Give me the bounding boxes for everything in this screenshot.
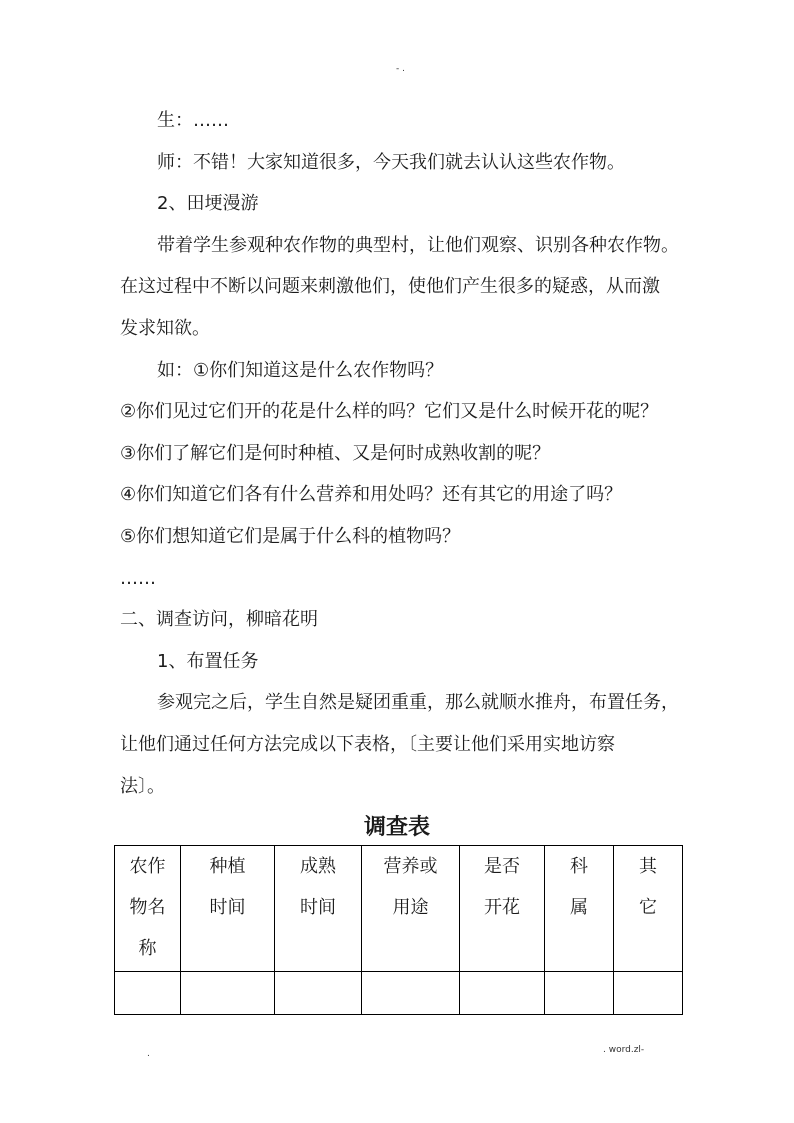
header-line: 成熟 (300, 856, 336, 877)
paragraph: 法〕。 (120, 775, 165, 797)
header-line: 称 (138, 938, 157, 959)
document-body (120, 100, 680, 807)
section-heading: 2、田埂漫游 (157, 193, 259, 215)
table-header-row (115, 846, 683, 972)
question-item: ⑤你们想知道它们是属于什么科的植物吗？ (120, 525, 461, 547)
table-row (115, 972, 683, 1015)
table-cell (115, 972, 181, 1015)
header-line: 科 (570, 856, 588, 877)
header-line: 时间 (300, 897, 336, 918)
paragraph: 让他们通过任何方法完成以下表格，〔主要让他们采用实地访察 (120, 733, 615, 755)
question-item: ②你们见过它们开的花是什么样的吗？它们又是什么时候开花的呢？ (120, 401, 659, 423)
section-heading: 二、调查访问，柳暗花明 (120, 609, 318, 631)
header-nutrition-use (362, 846, 460, 972)
header-line: 属 (570, 897, 588, 918)
header-crop-name (115, 846, 181, 972)
paragraph: 发求知欲。 (120, 317, 210, 339)
paragraph: 带着学生参观种农作物的典型村，让他们观察、识别各种农作物。 (157, 234, 679, 256)
ellipsis-line: …… (120, 567, 156, 589)
header-line: 农作 (129, 856, 166, 877)
table-cell (275, 972, 362, 1015)
header-line: 是否 (484, 856, 520, 877)
question-item: 如：①你们知道这是什么农作物吗？ (157, 359, 444, 381)
table-cell (614, 972, 683, 1015)
header-line: 其 (639, 856, 657, 877)
header-planting-time (181, 846, 275, 972)
page-header-mark: - . (396, 64, 405, 74)
table-cell (545, 972, 614, 1015)
table-cell (460, 972, 545, 1015)
paragraph: 生：…… (157, 110, 229, 131)
survey-table (114, 845, 683, 1015)
header-line: 种植 (209, 856, 246, 877)
header-flowering (460, 846, 545, 972)
page-footer-right: . word.zl- (603, 1045, 645, 1055)
paragraph: 在这过程中不断以问题来刺激他们，使他们产生很多的疑惑，从而激 (120, 276, 660, 298)
paragraph: 参观完之后，学生自然是疑团重重，那么就顺水推舟，布置任务， (157, 692, 679, 714)
paragraph: 师：不错！大家知道很多，今天我们就去认认这些农作物。 (157, 151, 625, 173)
header-other (614, 846, 683, 972)
question-item: ③你们了解它们是何时种植、又是何时成熟收割的呢？ (120, 442, 551, 464)
table-cell (362, 972, 460, 1015)
page-footer-left: . (147, 1049, 150, 1059)
header-line: 它 (639, 897, 657, 918)
header-line: 用途 (392, 897, 429, 918)
header-maturity-time (275, 846, 362, 972)
header-line: 开花 (484, 897, 520, 918)
header-line: 物名 (129, 897, 166, 918)
header-family-genus (545, 846, 614, 972)
subsection-heading: 1、布置任务 (157, 650, 259, 672)
question-item: ④你们知道它们各有什么营养和用处吗？还有其它的用途了吗？ (120, 484, 623, 506)
header-line: 营养或 (383, 856, 438, 877)
table-title: 调查表 (363, 815, 430, 840)
header-line: 时间 (209, 897, 246, 918)
table-cell (181, 972, 275, 1015)
